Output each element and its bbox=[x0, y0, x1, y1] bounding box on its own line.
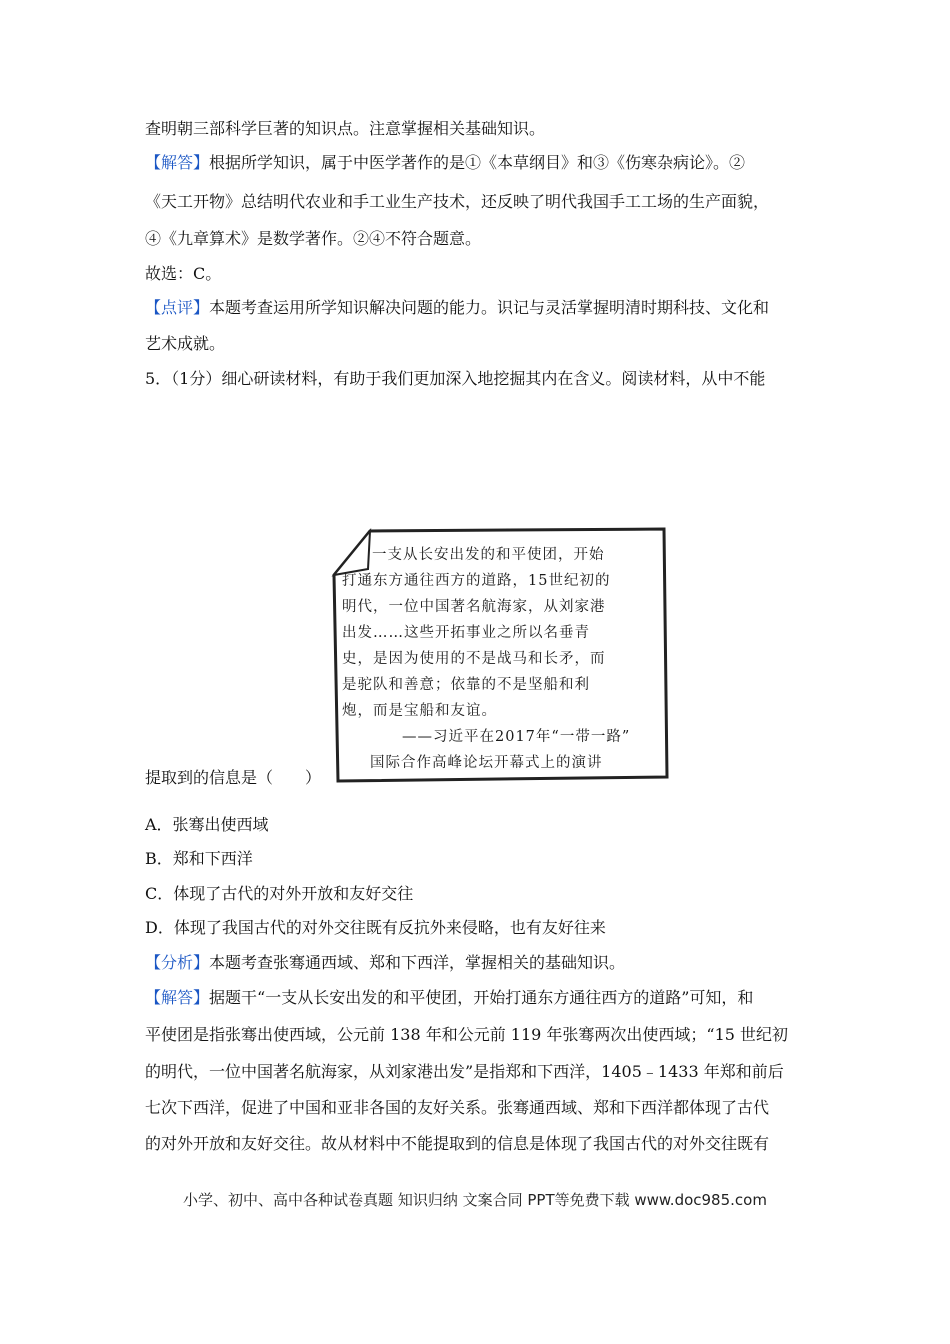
text-line: 七次下西洋，促进了中国和亚非各国的友好关系。张骞通西域、郑和下西洋都体现了古代 bbox=[145, 1098, 770, 1117]
answer-tag: 【解答】 bbox=[145, 988, 210, 1007]
text-line: 艺术成就。 bbox=[145, 334, 226, 353]
text-line: ④《九章算术》是数学著作。②④不符合题意。 bbox=[145, 229, 482, 248]
answer-tag: 【解答】 bbox=[145, 153, 210, 172]
option-b: B．郑和下西洋 bbox=[145, 849, 253, 868]
quote-line: 出发……这些开拓事业之所以名垂青 bbox=[342, 625, 590, 641]
comment-paragraph: 【点评】本题考查运用所学知识解决问题的能力。识记与灵活掌握明清时期科技、文化和 bbox=[145, 298, 770, 317]
quote-line: 史，是因为使用的不是战马和长矛，而 bbox=[342, 651, 606, 667]
answer-paragraph: 【解答】根据所学知识，属于中医学著作的是①《本草纲目》和③《伤寒杂病论》。② bbox=[145, 153, 746, 172]
comment-tag: 【点评】 bbox=[145, 298, 210, 317]
text-line: 故选：C。 bbox=[145, 264, 222, 283]
text-line: 《天工开物》总结明代农业和手工业生产技术，还反映了明代我国手工工场的生产面貌， bbox=[145, 192, 770, 211]
question-stem-end: 提取到的信息是（ ） bbox=[145, 768, 322, 787]
quote-line: 炮，而是宝船和友谊。 bbox=[342, 703, 497, 719]
text-line: 的明代，一位中国著名航海家，从刘家港出发”是指郑和下西洋，1405﹣1433 年郑和前后 bbox=[145, 1062, 784, 1081]
quote-attribution: 国际合作高峰论坛开幕式上的演讲 bbox=[370, 755, 603, 771]
answer-paragraph: 【解答】据题干“一支从长安出发的和平使团，开始打通东方通往西方的道路”可知，和 bbox=[145, 988, 754, 1007]
quote-line: 一支从长安出发的和平使团，开始 bbox=[372, 547, 605, 563]
quote-line: 明代，一位中国著名航海家，从刘家港 bbox=[342, 599, 606, 615]
quote-line: 打通东方通往西方的道路，15世纪初的 bbox=[342, 573, 611, 589]
text-line: 的对外开放和友好交往。故从材料中不能提取到的信息是体现了我国古代的对外交往既有 bbox=[145, 1134, 770, 1153]
analysis-paragraph: 【分析】本题考查张骞通西域、郑和下西洋，掌握相关的基础知识。 bbox=[145, 953, 626, 972]
page-footer: 小学、初中、高中各种试卷真题 知识归纳 文案合同 PPT等免费下载 www.doc985.com bbox=[183, 1191, 767, 1209]
question-stem: 5．（1分）细心研读材料，有助于我们更加深入地挖掘其内在含义。阅读材料，从中不能 bbox=[145, 369, 766, 388]
text-line: 平使团是指张骞出使西域，公元前 138 年和公元前 119 年张骞两次出使西域；“15 世纪初 bbox=[145, 1025, 789, 1044]
quote-attribution: ——习近平在2017年“一带一路” bbox=[402, 729, 631, 745]
text-line: 查明朝三部科学巨著的知识点。注意掌握相关基础知识。 bbox=[145, 119, 546, 138]
option-d: D．体现了我国古代的对外交往既有反抗外来侵略，也有友好往来 bbox=[145, 918, 606, 937]
option-c: C．体现了古代的对外开放和友好交往 bbox=[145, 884, 414, 903]
quote-line: 是驼队和善意；依靠的不是坚船和利 bbox=[342, 677, 590, 693]
quote-figure bbox=[330, 525, 670, 783]
analysis-tag: 【分析】 bbox=[145, 953, 210, 972]
option-a: A．张骞出使西域 bbox=[145, 815, 269, 834]
